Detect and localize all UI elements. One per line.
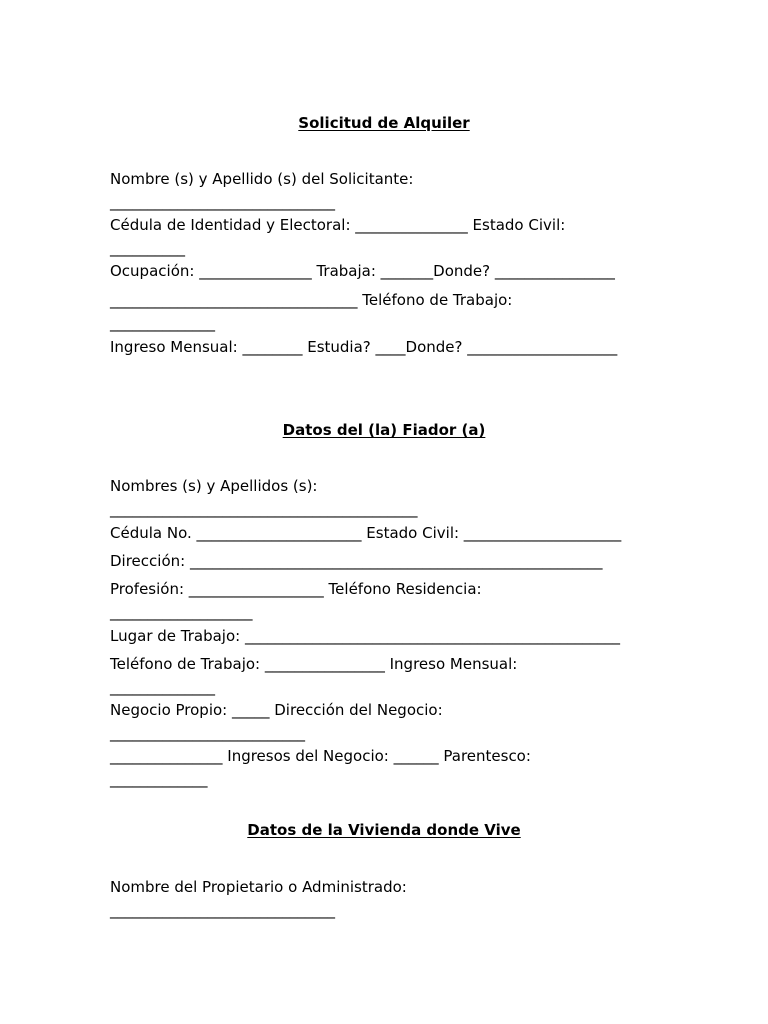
owner-name-blank: ______________________________: [110, 901, 335, 919]
form-title: Solicitud de Alquiler: [298, 114, 470, 132]
applicant-id-civil-status-line: Cédula de Identidad y Electoral: _______________ Estado Civil:: [110, 216, 566, 234]
applicant-work-phone-blank: ______________: [110, 314, 215, 332]
guarantor-income-blank: ______________: [110, 678, 215, 696]
applicant-name-label: Nombre (s) y Apellido (s) del Solicitante:: [110, 170, 414, 188]
guarantor-profession-line: Profesión: __________________ Teléfono Residencia:: [110, 580, 482, 598]
guarantor-section-heading: Datos del (la) Fiador (a): [282, 421, 486, 439]
guarantor-id-civil-status-line: Cédula No. ______________________ Estado Civil: _____________________: [110, 524, 622, 542]
guarantor-name-blank: _________________________________________: [110, 500, 418, 518]
guarantor-business-address-blank: __________________________: [110, 724, 305, 742]
guarantor-relation-blank: _____________: [110, 770, 208, 788]
applicant-work-phone-line: _________________________________ Teléfono de Trabajo:: [110, 291, 513, 309]
guarantor-business-line: Negocio Propio: _____ Dirección del Negocio:: [110, 701, 443, 719]
guarantor-workplace-line: Lugar de Trabajo: __________________________________________________: [110, 627, 620, 645]
applicant-income-study-line: Ingreso Mensual: ________ Estudia? ____Donde? ____________________: [110, 338, 618, 356]
guarantor-name-label: Nombres (s) y Apellidos (s):: [110, 477, 318, 495]
owner-name-label: Nombre del Propietario o Administrado:: [110, 878, 407, 896]
guarantor-address-line: Dirección: _______________________________________________________: [110, 552, 603, 570]
housing-section-heading: Datos de la Vivienda donde Vive: [247, 821, 521, 839]
applicant-name-blank: ______________________________: [110, 193, 335, 211]
guarantor-work-phone-income-line: Teléfono de Trabajo: ________________ Ingreso Mensual:: [110, 655, 518, 673]
guarantor-business-income-relation-line: _______________ Ingresos del Negocio: ______ Parentesco:: [110, 747, 531, 765]
guarantor-home-phone-blank: ___________________: [110, 603, 253, 621]
applicant-civil-status-blank: __________: [110, 239, 185, 257]
applicant-occupation-line: Ocupación: _______________ Trabaja: _______Donde? ________________: [110, 262, 615, 280]
